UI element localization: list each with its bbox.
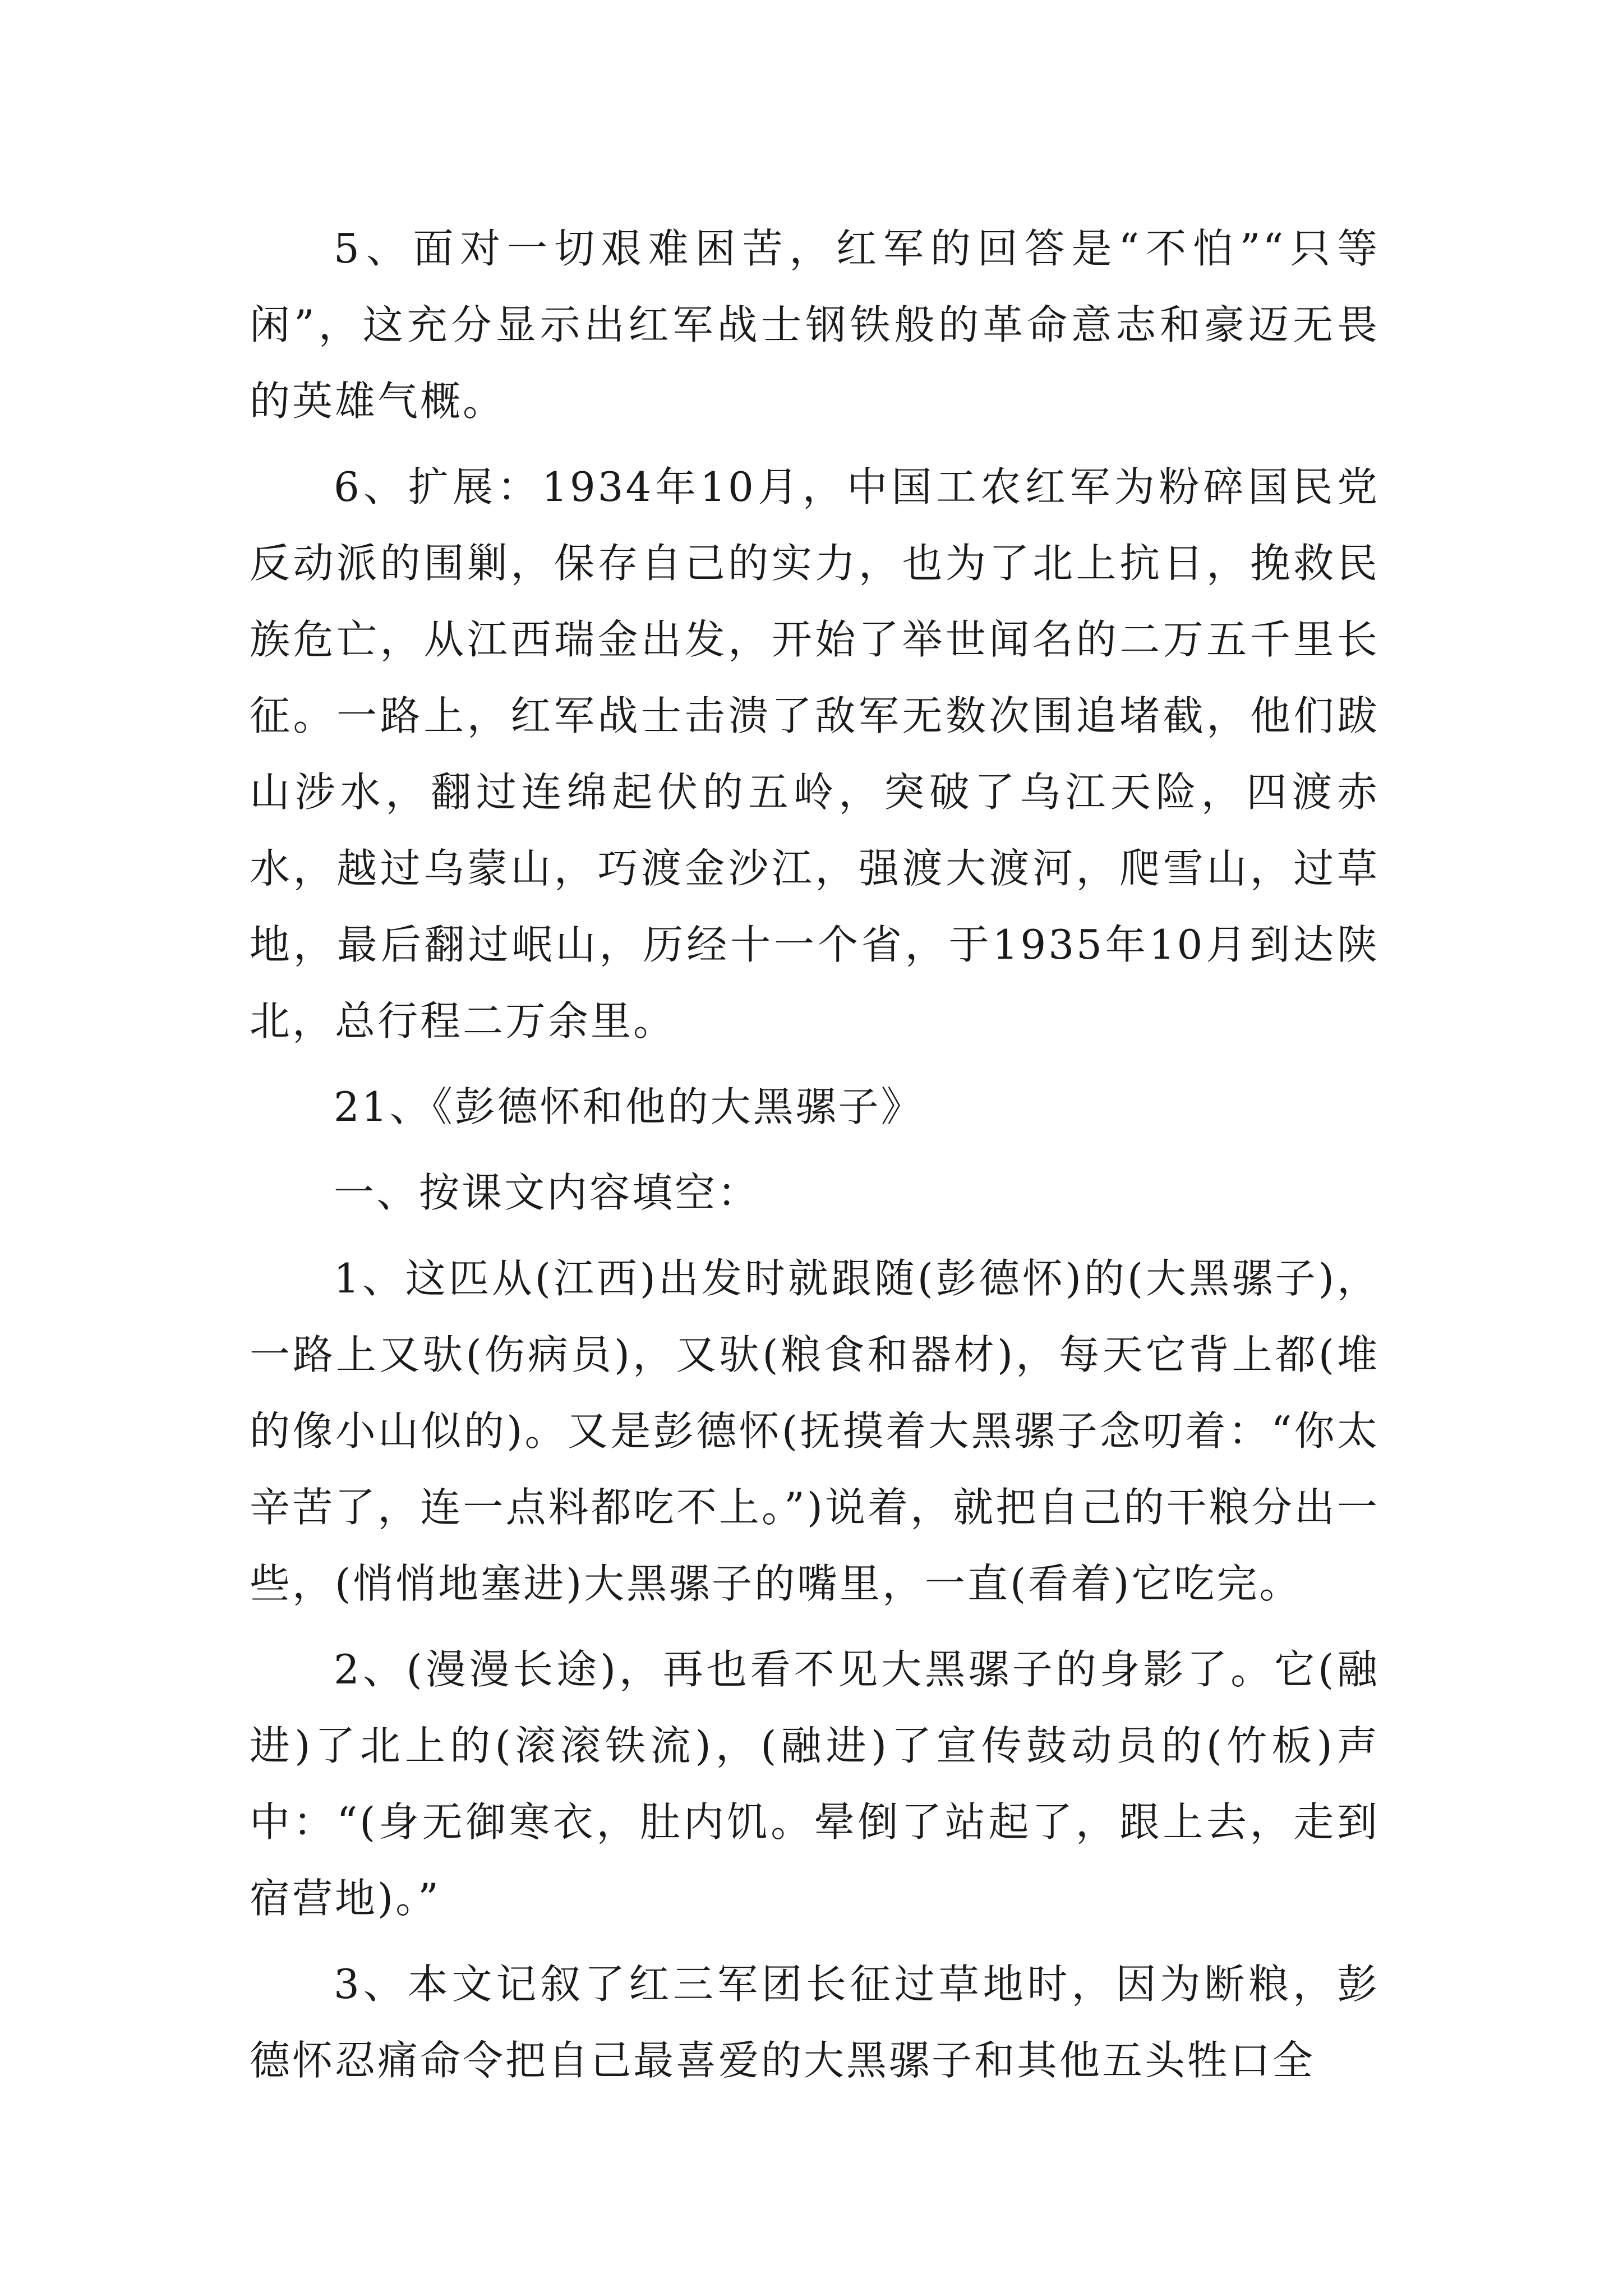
paragraph-item-2: 2、(漫漫长途)，再也看不见大黑骡子的身影了。它(融进)了北上的(滚滚铁流)，(融进)了宣传鼓动员的(竹板)声中：“(身无御寒衣，肚内饥。晕倒了站起了，跟上去，走到宿营地)。” <box>250 1646 1380 1922</box>
paragraph-item-6-extension: 6、扩展：1934年10月，中国工农红军为粉碎国民党反动派的围剿，保存自己的实力，也为了北上抗日，挽救民族危亡，从江西瑞金出发，开始了举世闻名的二万五千里长征。一路上，红军战士击溃了敌军无数次围追堵截，他们跋山涉水，翻过连绵起伏的五岭，突破了乌江天险，四渡赤水，越过乌蒙山，巧渡金沙江，强渡大渡河，爬雪山，过草地，最后翻过岷山，历经十一个省，于1935年10月到达陕北，总行程二万余里。 <box>250 463 1380 1045</box>
lesson-title: 21、《彭德怀和他的大黑骡子》 <box>334 1083 924 1130</box>
section-heading: 一、按课文内容填空： <box>334 1169 760 1216</box>
paragraph-item-5: 5、面对一切艰难困苦，红军的回答是“不怕”“只等闲”，这充分显示出红军战士钢铁般的革命意志和豪迈无畏的英雄气概。 <box>250 225 1380 425</box>
text-body <box>250 210 1380 2108</box>
paragraph-item-1: 1、这匹从(江西)出发时就跟随(彭德怀)的(大黑骡子)，一路上又驮(伤病员)，又驮(粮食和器材)，每天它背上都(堆的像小山似的)。又是彭德怀(抚摸着大黑骡子念叨着：“你太辛苦了，连一点料都吃不上。”)说着，就把自己的干粮分出一些，(悄悄地塞进)大黑骡子的嘴里，一直(看着)它吃完。 <box>250 1255 1380 1607</box>
paragraph-item-3: 3、本文记叙了红三军团长征过草地时，因为断粮，彭德怀忍痛命令把自己最喜爱的大黑骡子和其他五头牲口全 <box>250 1961 1380 2084</box>
